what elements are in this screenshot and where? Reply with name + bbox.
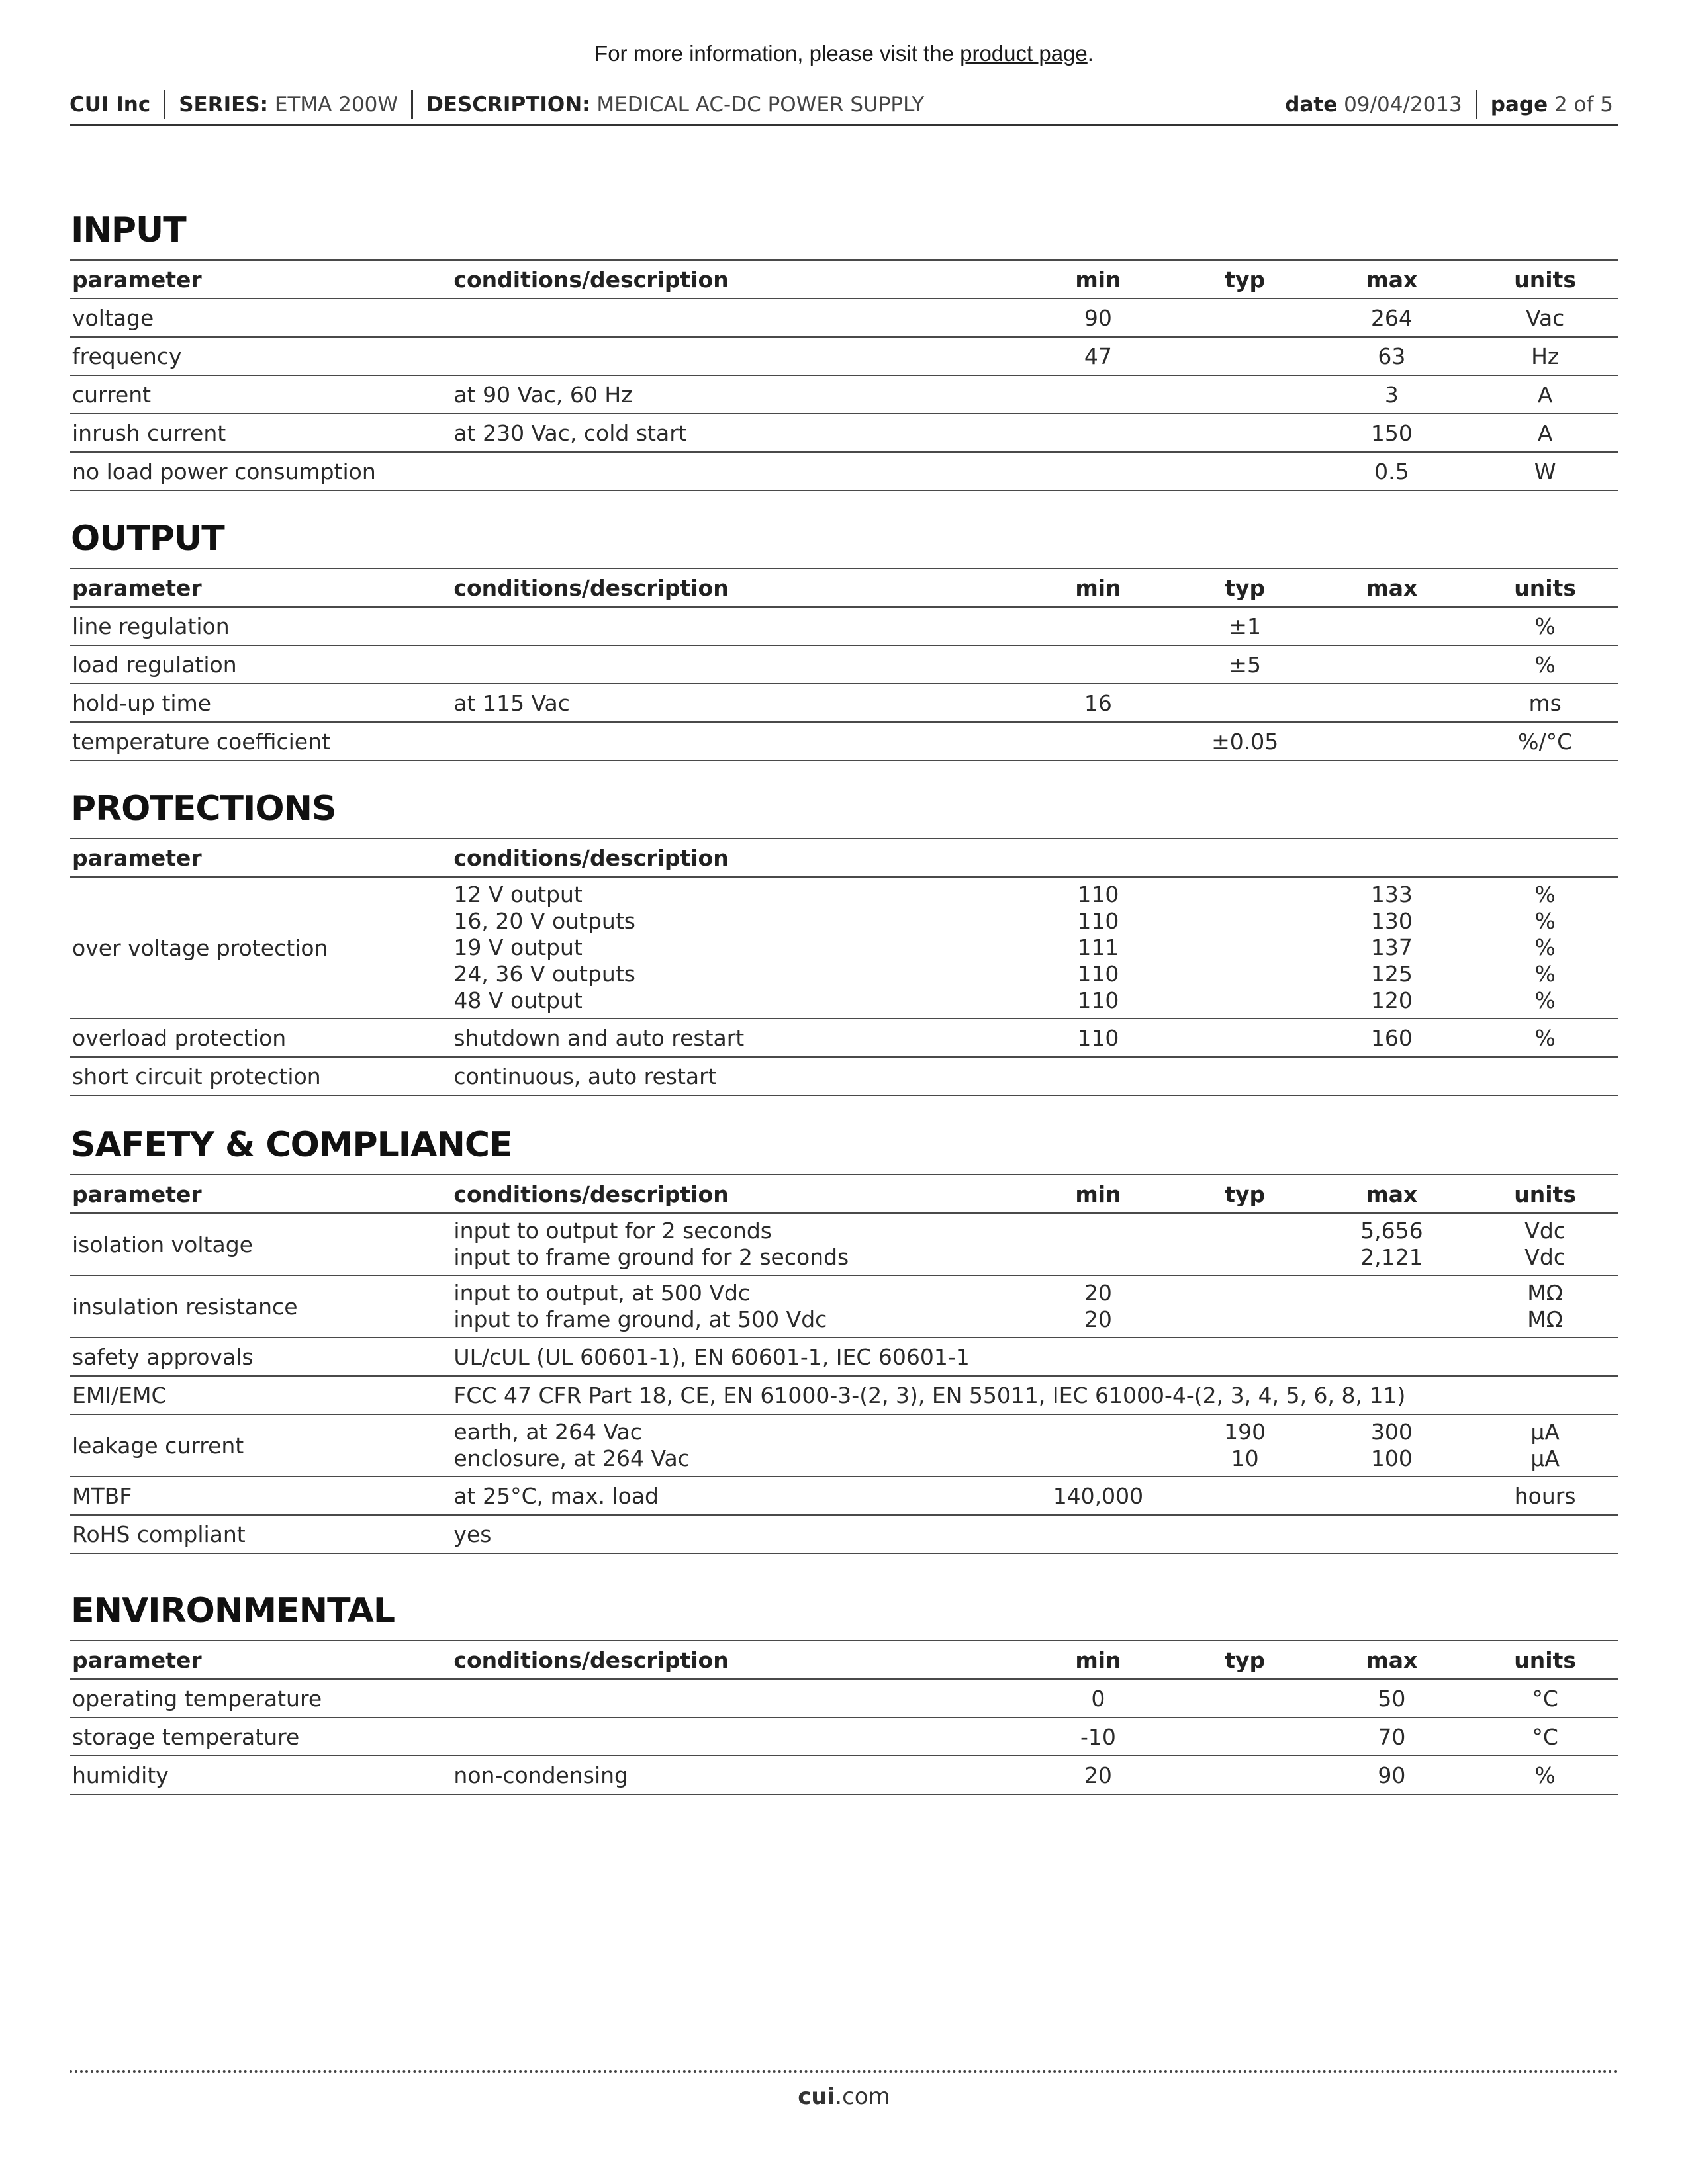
cell-typ xyxy=(1178,375,1312,414)
cell-max xyxy=(1311,1213,1472,1275)
cell-parameter: operating temperature xyxy=(72,1685,322,1711)
cell-parameter: frequency xyxy=(72,343,182,369)
col-typ: typ xyxy=(1225,266,1266,293)
cell-line: enclosure, at 264 Vac xyxy=(453,1445,690,1471)
page-header xyxy=(70,85,1618,126)
col-min: min xyxy=(1075,574,1121,601)
cell-typ xyxy=(1178,1414,1312,1477)
cell-typ xyxy=(1178,298,1312,337)
cell-units: % xyxy=(1534,613,1556,639)
info-note-suffix: . xyxy=(1087,41,1094,66)
cell-line: % xyxy=(1534,987,1556,1013)
table-row xyxy=(70,1414,1618,1477)
cell-units: Hz xyxy=(1531,343,1560,369)
col-min: min xyxy=(1075,1647,1121,1673)
table-row xyxy=(70,1515,1618,1553)
cell-conditions: yes xyxy=(453,1521,492,1547)
cell-parameter: inrush current xyxy=(72,420,226,446)
cell-min xyxy=(1018,645,1178,684)
col-conditions: conditions/description xyxy=(453,266,729,293)
cell-min: 90 xyxy=(1084,304,1112,331)
cell-parameter: no load power consumption xyxy=(72,458,376,484)
table-row xyxy=(70,1376,1618,1414)
environmental-table xyxy=(70,1640,1618,1795)
description-label: DESCRIPTION: xyxy=(426,93,590,116)
cell-parameter: over voltage protection xyxy=(72,934,328,961)
info-note-prefix: For more information, please visit the xyxy=(594,41,954,66)
page-label: page xyxy=(1490,93,1548,116)
cell-max xyxy=(1311,1477,1472,1515)
series-label: SERIES: xyxy=(179,93,269,116)
col-conditions: conditions/description xyxy=(453,574,729,601)
col-units: units xyxy=(1514,1647,1576,1673)
cell-units: % xyxy=(1534,1762,1556,1788)
cell-units: hours xyxy=(1514,1482,1576,1509)
cell-max xyxy=(1311,684,1472,722)
cell-parameter: MTBF xyxy=(72,1482,132,1509)
cell-line: 110 xyxy=(1077,908,1119,934)
col-parameter: parameter xyxy=(72,1181,202,1207)
col-min: min xyxy=(1075,1181,1121,1207)
cell-min xyxy=(1018,877,1178,1019)
cell-conditions xyxy=(451,1275,1018,1338)
col-conditions: conditions/description xyxy=(453,844,729,871)
cell-parameter: EMI/EMC xyxy=(72,1382,167,1408)
cell-max xyxy=(1311,1275,1472,1338)
footer-domain: .com xyxy=(835,2083,890,2110)
safety-section-title: SAFETY & COMPLIANCE xyxy=(71,1125,512,1165)
cell-max: 63 xyxy=(1378,343,1406,369)
cell-conditions xyxy=(451,1414,1018,1477)
cell-max xyxy=(1311,645,1472,684)
cell-line: 111 xyxy=(1077,934,1119,960)
cell-line: 125 xyxy=(1370,961,1413,987)
cell-typ xyxy=(1178,1717,1312,1756)
cell-max xyxy=(1311,607,1472,645)
safety-table xyxy=(70,1174,1618,1554)
cell-max xyxy=(1311,1414,1472,1477)
cell-conditions xyxy=(451,1213,1018,1275)
cell-typ xyxy=(1178,452,1312,490)
cell-conditions xyxy=(451,645,1018,684)
cell-line: 20 xyxy=(1084,1280,1112,1306)
cell-units: % xyxy=(1534,651,1556,678)
cell-line: 24, 36 V outputs xyxy=(453,961,635,987)
cell-units: %/°C xyxy=(1518,728,1573,754)
table-row xyxy=(70,452,1618,490)
cell-units: % xyxy=(1534,1024,1556,1051)
series-value: ETMA 200W xyxy=(274,93,399,116)
col-parameter: parameter xyxy=(72,574,202,601)
cell-max xyxy=(1311,722,1472,760)
col-typ: typ xyxy=(1225,1647,1266,1673)
cell-line: 190 xyxy=(1224,1419,1266,1445)
cell-parameter: insulation resistance xyxy=(72,1293,298,1320)
cell-line: 110 xyxy=(1077,961,1119,987)
cell-line: 20 xyxy=(1084,1306,1112,1332)
col-units: units xyxy=(1514,266,1576,293)
footer-divider xyxy=(70,2070,1618,2073)
cell-line: 2,121 xyxy=(1360,1244,1423,1270)
output-section-title: OUTPUT xyxy=(71,519,224,559)
cell-units xyxy=(1472,1213,1618,1275)
cell-typ: ±1 xyxy=(1229,613,1261,639)
cell-typ xyxy=(1178,684,1312,722)
cell-units: W xyxy=(1534,458,1556,484)
table-row xyxy=(70,684,1618,722)
environmental-section-title: ENVIRONMENTAL xyxy=(71,1591,395,1631)
cell-line: input to output for 2 seconds xyxy=(453,1218,772,1244)
cell-line: input to frame ground for 2 seconds xyxy=(453,1244,849,1270)
cell-max xyxy=(1311,877,1472,1019)
cell-typ: ±0.05 xyxy=(1211,728,1279,754)
col-parameter: parameter xyxy=(72,266,202,293)
table-row xyxy=(70,1019,1618,1057)
cell-line: 137 xyxy=(1370,934,1413,960)
input-section-title: INPUT xyxy=(71,210,186,250)
table-row xyxy=(70,337,1618,375)
cell-conditions: FCC 47 CFR Part 18, CE, EN 61000-3-(2, 3), EN 55011, IEC 61000-4-(2, 3, 4, 5, 6, 8, 11) xyxy=(453,1382,1406,1408)
cell-line: % xyxy=(1534,934,1556,960)
cell-line: 120 xyxy=(1370,987,1413,1013)
cell-typ xyxy=(1178,1679,1312,1717)
table-row xyxy=(70,1477,1618,1515)
cell-line: % xyxy=(1534,908,1556,934)
cell-typ xyxy=(1178,1756,1312,1794)
cell-min: 16 xyxy=(1084,690,1112,716)
output-table xyxy=(70,568,1618,761)
cell-line: 48 V output xyxy=(453,987,583,1013)
table-row xyxy=(70,1057,1618,1095)
cell-units xyxy=(1472,1275,1618,1338)
cell-line: 130 xyxy=(1370,908,1413,934)
cell-line: MΩ xyxy=(1527,1306,1563,1332)
cell-max: 70 xyxy=(1378,1723,1406,1750)
col-conditions: conditions/description xyxy=(453,1647,729,1673)
cell-units xyxy=(1472,877,1618,1019)
cell-typ xyxy=(1178,1477,1312,1515)
cell-parameter: humidity xyxy=(72,1762,169,1788)
cell-typ xyxy=(1178,337,1312,375)
cell-line: Vdc xyxy=(1524,1244,1566,1270)
cell-line: % xyxy=(1534,882,1556,907)
cell-parameter: voltage xyxy=(72,304,154,331)
cell-parameter: leakage current xyxy=(72,1432,244,1459)
cell-line: 19 V output xyxy=(453,934,583,960)
cell-typ: ±5 xyxy=(1229,651,1261,678)
protections-section-title: PROTECTIONS xyxy=(71,789,336,829)
table-row xyxy=(70,607,1618,645)
cell-conditions: continuous, auto restart xyxy=(453,1063,717,1089)
table-row xyxy=(70,1213,1618,1275)
footer-brand: cui xyxy=(798,2083,835,2110)
cell-max: 264 xyxy=(1370,304,1413,331)
cell-min xyxy=(1018,1414,1178,1477)
table-row xyxy=(70,298,1618,337)
cell-units xyxy=(1472,1414,1618,1477)
cell-parameter: safety approvals xyxy=(72,1343,254,1370)
cell-min: 47 xyxy=(1084,343,1112,369)
cell-line: μA xyxy=(1530,1445,1560,1471)
cell-parameter: storage temperature xyxy=(72,1723,300,1750)
cell-conditions xyxy=(451,722,1018,760)
footer-website[interactable] xyxy=(0,2083,1688,2110)
table-header-row xyxy=(70,1641,1618,1679)
table-row xyxy=(70,414,1618,452)
header-divider xyxy=(1476,90,1477,119)
cell-conditions: at 115 Vac xyxy=(453,690,570,716)
cell-line: 133 xyxy=(1370,882,1413,907)
table-row xyxy=(70,1756,1618,1794)
cell-conditions: at 230 Vac, cold start xyxy=(453,420,687,446)
col-conditions: conditions/description xyxy=(453,1181,729,1207)
cell-parameter: short circuit protection xyxy=(72,1063,321,1089)
cell-conditions xyxy=(451,1679,1018,1717)
cell-max: 50 xyxy=(1378,1685,1406,1711)
date-label: date xyxy=(1285,93,1338,116)
table-row xyxy=(70,1679,1618,1717)
col-typ: typ xyxy=(1225,1181,1266,1207)
col-typ: typ xyxy=(1225,574,1266,601)
col-max: max xyxy=(1366,574,1418,601)
cell-units: °C xyxy=(1532,1723,1558,1750)
table-header-row xyxy=(70,1175,1618,1213)
cell-units: Vac xyxy=(1525,304,1565,331)
cell-parameter: isolation voltage xyxy=(72,1231,253,1257)
header-divider xyxy=(411,90,413,119)
cell-typ xyxy=(1178,414,1312,452)
cell-max: 3 xyxy=(1384,381,1399,408)
cell-min xyxy=(1018,375,1178,414)
cell-line: % xyxy=(1534,961,1556,987)
cell-conditions xyxy=(451,607,1018,645)
table-row xyxy=(70,1275,1618,1338)
cell-conditions xyxy=(451,337,1018,375)
table-row xyxy=(70,1717,1618,1756)
cell-min xyxy=(1018,607,1178,645)
cell-parameter: current xyxy=(72,381,152,408)
cell-conditions xyxy=(451,298,1018,337)
cell-conditions: non-condensing xyxy=(453,1762,628,1788)
cell-line: 12 V output xyxy=(453,882,583,907)
table-row xyxy=(70,877,1618,1019)
cell-line: 300 xyxy=(1370,1419,1413,1445)
cell-max: 160 xyxy=(1370,1024,1413,1051)
header-divider xyxy=(164,90,165,119)
cell-units: °C xyxy=(1532,1685,1558,1711)
cell-line: input to output, at 500 Vdc xyxy=(453,1280,751,1306)
table-row xyxy=(70,722,1618,760)
col-min: min xyxy=(1075,266,1121,293)
cell-typ xyxy=(1178,1019,1312,1057)
cell-typ xyxy=(1178,1275,1312,1338)
cell-conditions: UL/cUL (UL 60601-1), EN 60601-1, IEC 60601-1 xyxy=(453,1343,970,1370)
table-row xyxy=(70,1338,1618,1376)
cell-min xyxy=(1018,722,1178,760)
col-max: max xyxy=(1366,1181,1418,1207)
cell-max: 150 xyxy=(1370,420,1413,446)
cell-line: μA xyxy=(1530,1419,1560,1445)
company-name: CUI Inc xyxy=(70,93,151,116)
cell-units: A xyxy=(1537,381,1553,408)
table-row xyxy=(70,645,1618,684)
cell-min: 0 xyxy=(1091,1685,1105,1711)
cell-max: 0.5 xyxy=(1374,458,1409,484)
cell-parameter: load regulation xyxy=(72,651,237,678)
input-table xyxy=(70,259,1618,491)
table-header-row xyxy=(70,569,1618,607)
cell-min xyxy=(1018,1213,1178,1275)
cell-line: 100 xyxy=(1370,1445,1413,1471)
cell-line: 10 xyxy=(1231,1445,1259,1471)
col-max: max xyxy=(1366,1647,1418,1673)
col-parameter: parameter xyxy=(72,1647,202,1673)
cell-parameter: RoHS compliant xyxy=(72,1521,246,1547)
cell-line: Vdc xyxy=(1524,1218,1566,1244)
cell-min xyxy=(1018,414,1178,452)
cell-line: earth, at 264 Vac xyxy=(453,1419,642,1445)
cell-line: 110 xyxy=(1077,987,1119,1013)
cell-conditions: at 25°C, max. load xyxy=(453,1482,659,1509)
cell-units: ms xyxy=(1528,690,1562,716)
cell-min: 20 xyxy=(1084,1762,1112,1788)
table-row xyxy=(70,375,1618,414)
col-units: units xyxy=(1514,574,1576,601)
cell-parameter: hold-up time xyxy=(72,690,212,716)
page-number: 2 of 5 xyxy=(1554,93,1613,116)
info-note xyxy=(0,41,1688,66)
cell-min xyxy=(1018,452,1178,490)
table-header-row xyxy=(70,260,1618,298)
cell-typ xyxy=(1178,1213,1312,1275)
protections-table xyxy=(70,838,1618,1096)
cell-conditions: shutdown and auto restart xyxy=(453,1024,745,1051)
table-header-row xyxy=(70,839,1618,877)
cell-typ xyxy=(1178,877,1312,1019)
cell-max: 90 xyxy=(1378,1762,1406,1788)
cell-line: 110 xyxy=(1077,882,1119,907)
cell-line: MΩ xyxy=(1527,1280,1563,1306)
cell-line: input to frame ground, at 500 Vdc xyxy=(453,1306,827,1332)
date-value: 09/04/2013 xyxy=(1344,93,1462,116)
cell-parameter: temperature coefficient xyxy=(72,728,330,754)
cell-parameter: line regulation xyxy=(72,613,230,639)
cell-min: 110 xyxy=(1077,1024,1119,1051)
cell-conditions: at 90 Vac, 60 Hz xyxy=(453,381,633,408)
col-units: units xyxy=(1514,1181,1576,1207)
cell-min: 140,000 xyxy=(1053,1482,1144,1509)
cell-line: 16, 20 V outputs xyxy=(453,908,635,934)
cell-units: A xyxy=(1537,420,1553,446)
cell-conditions xyxy=(451,877,1018,1019)
cell-conditions xyxy=(451,452,1018,490)
cell-line: 5,656 xyxy=(1360,1218,1423,1244)
product-page-link[interactable]: product page xyxy=(960,41,1088,66)
col-parameter: parameter xyxy=(72,844,202,871)
cell-min: -10 xyxy=(1080,1723,1116,1750)
cell-min xyxy=(1018,1275,1178,1338)
col-max: max xyxy=(1366,266,1418,293)
description-value: MEDICAL AC-DC POWER SUPPLY xyxy=(596,93,925,116)
cell-parameter: overload protection xyxy=(72,1024,287,1051)
cell-conditions xyxy=(451,1717,1018,1756)
